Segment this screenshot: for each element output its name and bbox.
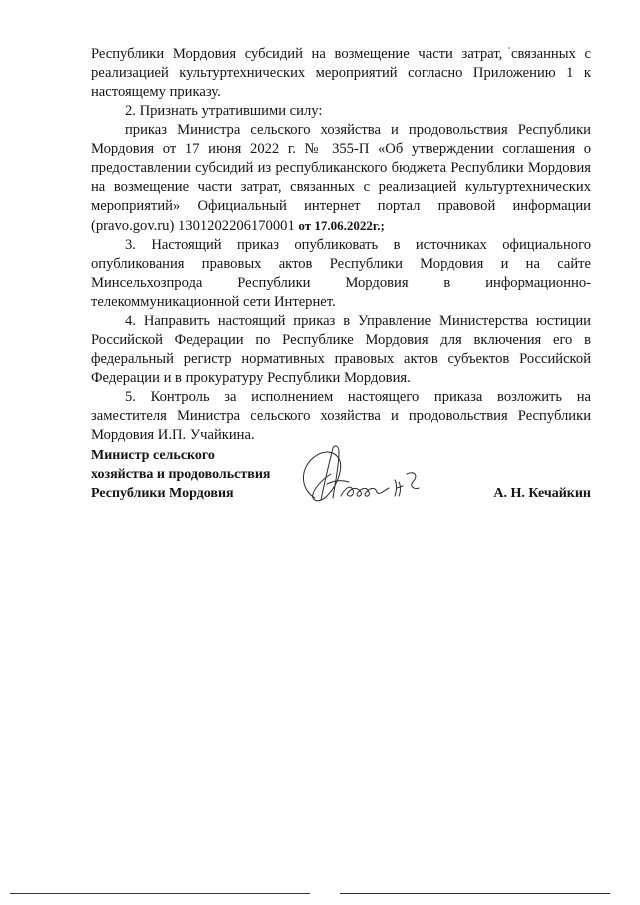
paragraph-item-3: 3. Настоящий приказ опубликовать в источниках официального опубликования правовых актов Республики Мордовия и на сайте Минсельхозпрода Республики Мордовия в информационно-телекоммуникационной сети Интернет.: [91, 237, 591, 310]
paragraph-item-4: 4. Направить настоящий приказ в Управление Министерства юстиции Российской Федерации по Республике Мордовия для включения его в федеральный регистр нормативных правовых актов субъектов Российской Федерации и в прокуратуру Республики Мордовия.: [91, 313, 591, 386]
signatory-title-line: хозяйства и продовольствия: [91, 467, 271, 482]
paragraph-item-2: 2. Признать утратившими силу:: [125, 103, 323, 119]
signatory-title: [91, 446, 270, 503]
repealed-order-text: приказ Министра сельского хозяйства и продовольствия Республики Мордовия от 17 июня 2022 г. № 355-П «Об утверждении соглашения о предоставлении субсидий из республиканского бюджета Республики Мордовия на возмещение части затрат, связанных с реализацией культуртехнических мероприятий» Официальный интернет портал правовой информации (pravo.gov.ru) 1301202206170001: [91, 122, 591, 234]
repealed-order-date: от 17.06.2022г.;: [298, 218, 385, 233]
signatory-title-line: Министр сельского: [91, 448, 215, 463]
handwritten-signature: [291, 440, 426, 506]
document-body: [91, 45, 591, 445]
signature-block: [91, 446, 591, 516]
signatory-title-line: Республики Мордовия: [91, 486, 234, 501]
signatory-name: А. Н. Кечайкин: [493, 486, 591, 501]
page-bottom-edge: [340, 893, 610, 894]
page-bottom-edge: [10, 893, 310, 894]
paragraph-continuation: Республики Мордовия субсидий на возмещение части затрат, связанных с реализацией культуртехнических мероприятий согласно Приложению 1 к настоящему приказу.: [91, 46, 591, 100]
paragraph-item-5: 5. Контроль за исполнением настоящего приказа возложить на заместителя Министра сельского хозяйства и продовольствия Республики Мордовия И.П. Учайкина.: [91, 389, 591, 443]
paragraph-repealed-order: [91, 121, 591, 236]
